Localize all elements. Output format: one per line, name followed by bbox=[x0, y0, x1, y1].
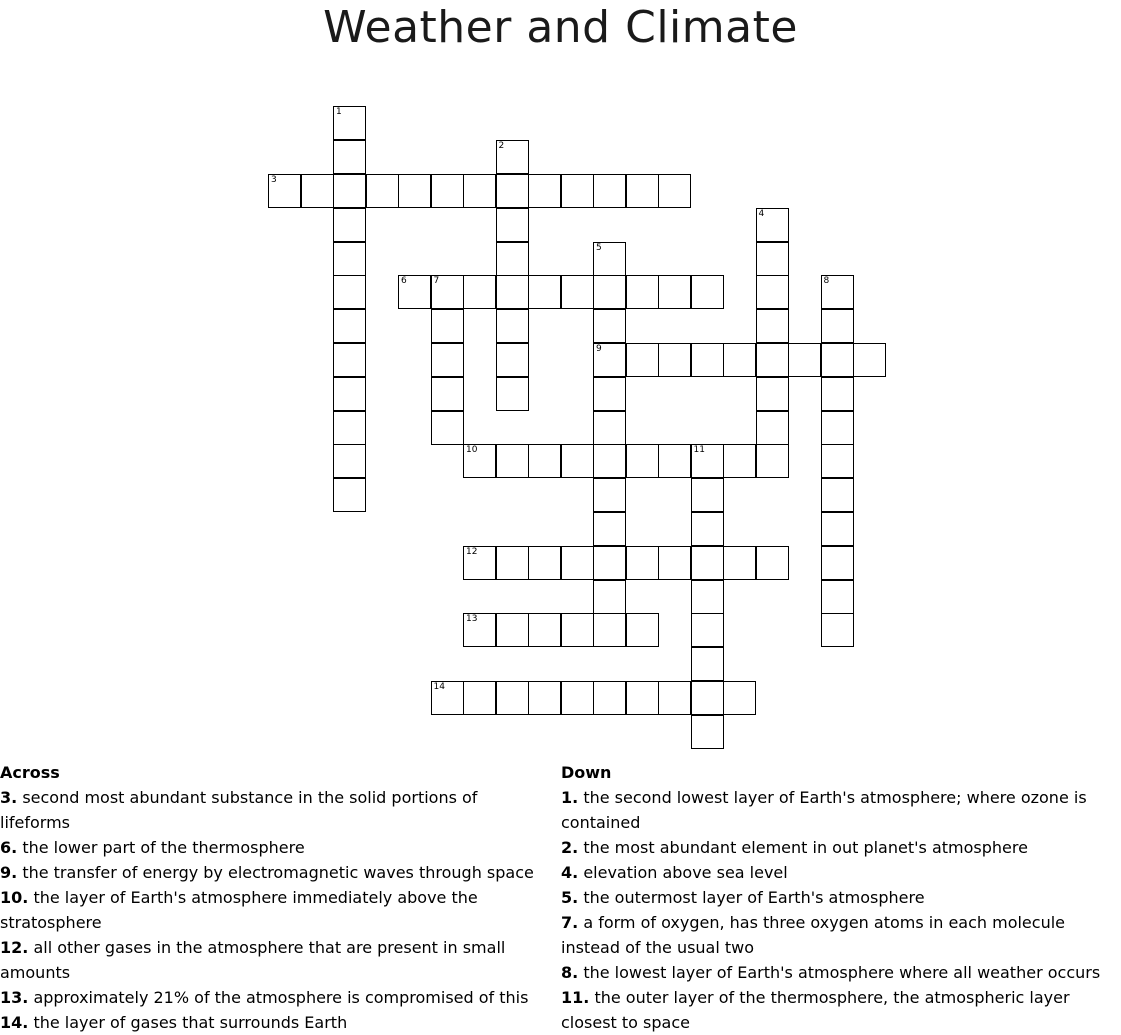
grid-cell[interactable] bbox=[691, 343, 724, 377]
grid-cell[interactable] bbox=[333, 140, 366, 174]
grid-cell[interactable] bbox=[658, 343, 691, 377]
grid-cell[interactable] bbox=[593, 242, 626, 276]
grid-cell[interactable] bbox=[593, 613, 626, 647]
grid-cell[interactable] bbox=[333, 106, 366, 140]
clue-number: 2 bbox=[498, 141, 505, 152]
clue-down-11: 11. the outer layer of the thermosphere, the atmospheric layer closest to space bbox=[561, 988, 1070, 1032]
grid-cell[interactable] bbox=[333, 309, 366, 343]
grid-cell[interactable] bbox=[691, 478, 724, 512]
grid-cell[interactable] bbox=[821, 478, 854, 512]
grid-cell[interactable] bbox=[496, 275, 529, 309]
clue-down-5: 5. the outermost layer of Earth's atmosphere bbox=[561, 888, 925, 907]
grid-cell[interactable] bbox=[691, 681, 724, 715]
down-heading: Down bbox=[561, 763, 612, 782]
grid-cell[interactable] bbox=[853, 343, 886, 377]
grid-cell[interactable] bbox=[431, 275, 464, 309]
grid-cell[interactable] bbox=[496, 242, 529, 276]
grid-cell[interactable] bbox=[593, 512, 626, 546]
clue-number: 4 bbox=[758, 208, 765, 219]
grid-cell[interactable] bbox=[658, 444, 691, 478]
grid-cell[interactable] bbox=[561, 174, 594, 208]
grid-cell[interactable] bbox=[821, 275, 854, 309]
grid-cell[interactable] bbox=[821, 444, 854, 478]
grid-cell[interactable] bbox=[593, 546, 626, 580]
clue-number: 10 bbox=[466, 445, 478, 456]
grid-cell[interactable] bbox=[528, 546, 561, 580]
grid-cell[interactable] bbox=[561, 275, 594, 309]
grid-cell[interactable] bbox=[463, 613, 496, 647]
grid-cell[interactable] bbox=[463, 174, 496, 208]
grid-cell[interactable] bbox=[756, 377, 789, 411]
grid-cell[interactable] bbox=[496, 377, 529, 411]
grid-cell[interactable] bbox=[496, 613, 529, 647]
grid-cell[interactable] bbox=[658, 546, 691, 580]
grid-cell[interactable] bbox=[691, 546, 724, 580]
clue-number: 1 bbox=[336, 107, 342, 118]
grid-cell[interactable] bbox=[496, 681, 529, 715]
grid-cell[interactable] bbox=[723, 444, 756, 478]
clue-number: 6 bbox=[401, 276, 407, 287]
across-heading: Across bbox=[0, 763, 60, 782]
grid-cell[interactable] bbox=[821, 613, 854, 647]
clue-down-4: 4. elevation above sea level bbox=[561, 863, 788, 882]
grid-cell[interactable] bbox=[333, 377, 366, 411]
clue-down-1: 1. the second lowest layer of Earth's atmosphere; where ozone is contained bbox=[561, 788, 1087, 832]
grid-cell[interactable] bbox=[626, 343, 659, 377]
grid-cell[interactable] bbox=[301, 174, 334, 208]
grid-cell[interactable] bbox=[821, 343, 854, 377]
grid-cell[interactable] bbox=[593, 275, 626, 309]
grid-cell[interactable] bbox=[431, 174, 464, 208]
grid-cell[interactable] bbox=[431, 377, 464, 411]
grid-cell[interactable] bbox=[691, 647, 724, 681]
grid-cell[interactable] bbox=[398, 174, 431, 208]
grid-cell[interactable] bbox=[333, 275, 366, 309]
grid-cell[interactable] bbox=[366, 174, 399, 208]
grid-cell[interactable] bbox=[333, 208, 366, 242]
grid-cell[interactable] bbox=[333, 444, 366, 478]
grid-cell[interactable] bbox=[268, 174, 301, 208]
clue-across-12: 12. all other gases in the atmosphere that are present in small amounts bbox=[0, 938, 506, 982]
grid-cell[interactable] bbox=[333, 343, 366, 377]
grid-cell[interactable] bbox=[658, 275, 691, 309]
grid-cell[interactable] bbox=[821, 546, 854, 580]
grid-cell[interactable] bbox=[821, 411, 854, 445]
down-clues bbox=[561, 760, 1121, 1035]
grid-cell[interactable] bbox=[463, 444, 496, 478]
grid-cell[interactable] bbox=[756, 208, 789, 242]
clue-down-2: 2. the most abundant element in out planet's atmosphere bbox=[561, 838, 1028, 857]
grid-cell[interactable] bbox=[333, 478, 366, 512]
grid-cell[interactable] bbox=[723, 343, 756, 377]
grid-cell[interactable] bbox=[431, 411, 464, 445]
grid-cell[interactable] bbox=[626, 174, 659, 208]
grid-cell[interactable] bbox=[528, 613, 561, 647]
grid-cell[interactable] bbox=[756, 309, 789, 343]
grid-cell[interactable] bbox=[788, 343, 821, 377]
grid-cell[interactable] bbox=[756, 242, 789, 276]
grid-cell[interactable] bbox=[691, 580, 724, 614]
grid-cell[interactable] bbox=[593, 377, 626, 411]
grid-cell[interactable] bbox=[593, 681, 626, 715]
grid-cell[interactable] bbox=[463, 546, 496, 580]
clue-number: 14 bbox=[433, 682, 445, 692]
grid-cell[interactable] bbox=[723, 681, 756, 715]
grid-cell[interactable] bbox=[496, 546, 529, 580]
grid-cell[interactable] bbox=[496, 444, 529, 478]
grid-cell[interactable] bbox=[431, 343, 464, 377]
grid-cell[interactable] bbox=[593, 444, 626, 478]
grid-cell[interactable] bbox=[626, 546, 659, 580]
clue-across-14: 14. the layer of gases that surrounds Earth bbox=[0, 1013, 348, 1032]
clue-number: 12 bbox=[466, 546, 478, 557]
clue-across-9: 9. the transfer of energy by electromagnetic waves through space bbox=[0, 863, 534, 882]
grid-cell[interactable] bbox=[593, 580, 626, 614]
grid-cell[interactable] bbox=[496, 174, 529, 208]
grid-cell[interactable] bbox=[398, 275, 431, 309]
clue-number: 9 bbox=[596, 344, 602, 354]
clue-number: 5 bbox=[596, 242, 602, 253]
grid-cell[interactable] bbox=[431, 309, 464, 343]
grid-cell[interactable] bbox=[691, 512, 724, 546]
grid-cell[interactable] bbox=[691, 444, 724, 478]
clue-number: 7 bbox=[433, 276, 440, 287]
grid-cell[interactable] bbox=[528, 275, 561, 309]
grid-cell[interactable] bbox=[496, 208, 529, 242]
grid-cell[interactable] bbox=[756, 275, 789, 309]
grid-cell[interactable] bbox=[496, 140, 529, 174]
grid-cell[interactable] bbox=[528, 681, 561, 715]
grid-cell[interactable] bbox=[756, 411, 789, 445]
clue-down-8: 8. the lowest layer of Earth's atmosphere where all weather occurs bbox=[561, 963, 1101, 982]
grid-cell[interactable] bbox=[756, 444, 789, 478]
grid-cell[interactable] bbox=[593, 478, 626, 512]
clue-number: 3 bbox=[271, 175, 277, 185]
clue-across-13: 13. approximately 21% of the atmosphere is compromised of this bbox=[0, 988, 529, 1007]
grid-cell[interactable] bbox=[561, 681, 594, 715]
grid-cell[interactable] bbox=[626, 681, 659, 715]
grid-cell[interactable] bbox=[821, 377, 854, 411]
grid-cell[interactable] bbox=[561, 546, 594, 580]
grid-cell[interactable] bbox=[431, 681, 464, 715]
grid-cell[interactable] bbox=[463, 275, 496, 309]
grid-cell[interactable] bbox=[626, 444, 659, 478]
grid-cell[interactable] bbox=[561, 613, 594, 647]
grid-cell[interactable] bbox=[691, 275, 724, 309]
clue-across-6: 6. the lower part of the thermosphere bbox=[0, 838, 305, 857]
grid-cell[interactable] bbox=[561, 444, 594, 478]
grid-cell[interactable] bbox=[626, 613, 659, 647]
grid-cell[interactable] bbox=[626, 275, 659, 309]
clue-number: 11 bbox=[693, 445, 705, 456]
clue-across-3: 3. second most abundant substance in the solid portions of lifeforms bbox=[0, 788, 478, 832]
grid-cell[interactable] bbox=[593, 174, 626, 208]
across-clues bbox=[0, 760, 552, 1035]
grid-cell[interactable] bbox=[723, 546, 756, 580]
grid-cell[interactable] bbox=[756, 343, 789, 377]
grid-cell[interactable] bbox=[528, 444, 561, 478]
grid-cell[interactable] bbox=[333, 242, 366, 276]
grid-cell[interactable] bbox=[333, 411, 366, 445]
clue-across-10: 10. the layer of Earth's atmosphere immediately above the stratosphere bbox=[0, 888, 478, 932]
grid-cell[interactable] bbox=[821, 512, 854, 546]
grid-cell[interactable] bbox=[496, 309, 529, 343]
grid-cell[interactable] bbox=[658, 174, 691, 208]
grid-cell[interactable] bbox=[593, 411, 626, 445]
grid-cell[interactable] bbox=[593, 343, 626, 377]
grid-cell[interactable] bbox=[463, 681, 496, 715]
grid-cell[interactable] bbox=[658, 681, 691, 715]
clue-down-7: 7. a form of oxygen, has three oxygen atoms in each molecule instead of the usual two bbox=[561, 913, 1065, 957]
clue-number: 13 bbox=[466, 614, 478, 625]
puzzle-title: Weather and Climate bbox=[323, 2, 798, 53]
grid-cell[interactable] bbox=[691, 715, 724, 749]
grid-cell[interactable] bbox=[756, 546, 789, 580]
grid-cell[interactable] bbox=[593, 309, 626, 343]
grid-cell[interactable] bbox=[691, 613, 724, 647]
grid-cell[interactable] bbox=[821, 309, 854, 343]
clue-number: 8 bbox=[823, 276, 830, 287]
grid-cell[interactable] bbox=[496, 343, 529, 377]
grid-cell[interactable] bbox=[528, 174, 561, 208]
grid-cell[interactable] bbox=[821, 580, 854, 614]
grid-cell[interactable] bbox=[333, 174, 366, 208]
